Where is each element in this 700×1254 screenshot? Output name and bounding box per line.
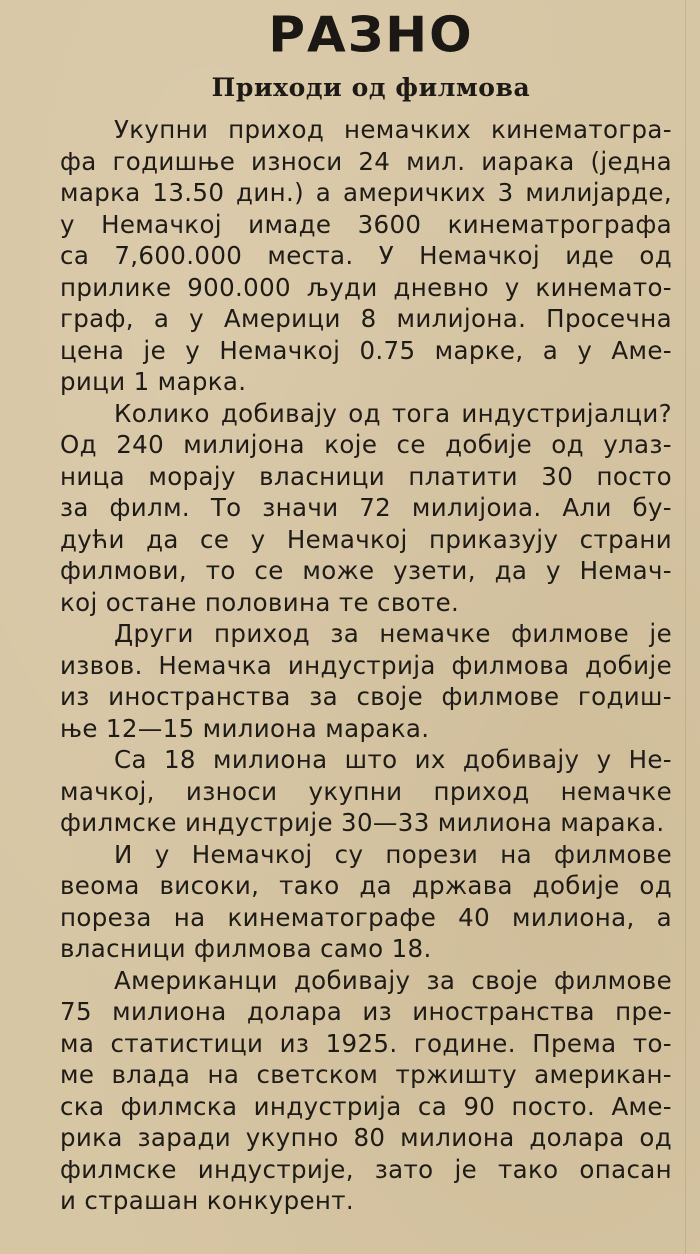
article-line: за филм. То значи 72 милијоиа. Али бу- [60, 493, 672, 522]
article-body [60, 114, 672, 1217]
article-line: дући да се у Немачкој приказују страни [60, 524, 672, 554]
article-line: марка 13.50 дин.) а америчких 3 милијарде, [60, 178, 672, 207]
article-line: 75 милиона долара из иностранства пре- [60, 997, 672, 1026]
article-line: ме влада на светском тржишту американ- [60, 1060, 672, 1089]
article-line: ма статистици из 1925. године. Према то- [60, 1028, 672, 1058]
article-line: са 7,600.000 места. У Немачкој иде од [60, 241, 672, 270]
newspaper-column [62, 6, 680, 1217]
article-line: из иностранства за своје филмове годиш- [60, 682, 672, 711]
article-line: граф, а у Америци 8 милијона. Просечна [60, 304, 672, 333]
article-line: фа годишње износи 24 мил. иарака (једна [60, 146, 672, 176]
article-line: пореза на кинематографе 40 милиона, а [60, 902, 672, 932]
article-line: Колико добивају од тога индустријалци? [114, 398, 672, 428]
article-line: у Немачкој имаде 3600 кинематрографа [60, 209, 672, 239]
article-line: И у Немачкој су порези на филмове [114, 839, 672, 869]
article-line: филмске индустрије 30—33 милиона марака. [60, 808, 665, 837]
article-line: Други приход за немачке филмове је [114, 619, 672, 648]
article-line: рици 1 марка. [60, 367, 247, 396]
article-line: ска филмска индустрија са 90 посто. Аме- [60, 1091, 672, 1121]
article-line: ница морају власници платити 30 посто [60, 461, 672, 491]
article-line: Од 240 милијона које се добије од улаз- [60, 430, 672, 459]
section-title: РАЗНО [268, 6, 474, 64]
page-fold-line [685, 0, 686, 1254]
article-line: и страшан конкурент. [60, 1186, 355, 1215]
article-line: кој остане половина те своте. [60, 587, 460, 617]
article-headline: Приходи од филмова [211, 73, 531, 102]
article-line: цена је у Немачкој 0.75 марке, а у Аме- [60, 335, 672, 365]
article-line: филмске индустрије, зато је тако опасан [60, 1154, 672, 1184]
article-line: власници филмова само 18. [60, 934, 432, 963]
article-line: мачкој, износи укупни приход немачке [60, 776, 672, 806]
article-line: Са 18 милиона што их добивају у Не- [114, 745, 672, 774]
article-line: Укупни приход немачких кинематогра- [114, 115, 672, 144]
article-line: Американци добивају за своје филмове [114, 965, 672, 995]
article-line: прилике 900.000 људи дневно у кинемато- [60, 272, 672, 302]
article-line: извов. Немачка индустрија филмова добије [60, 650, 672, 680]
article-line: филмови, то се може узети, да у Немач- [60, 556, 672, 585]
article-line: рика заради укупно 80 милиона долара од [60, 1123, 672, 1152]
article-line: веома високи, тако да држава добије од [60, 871, 672, 900]
article-line: ње 12—15 милиона марака. [60, 713, 430, 743]
